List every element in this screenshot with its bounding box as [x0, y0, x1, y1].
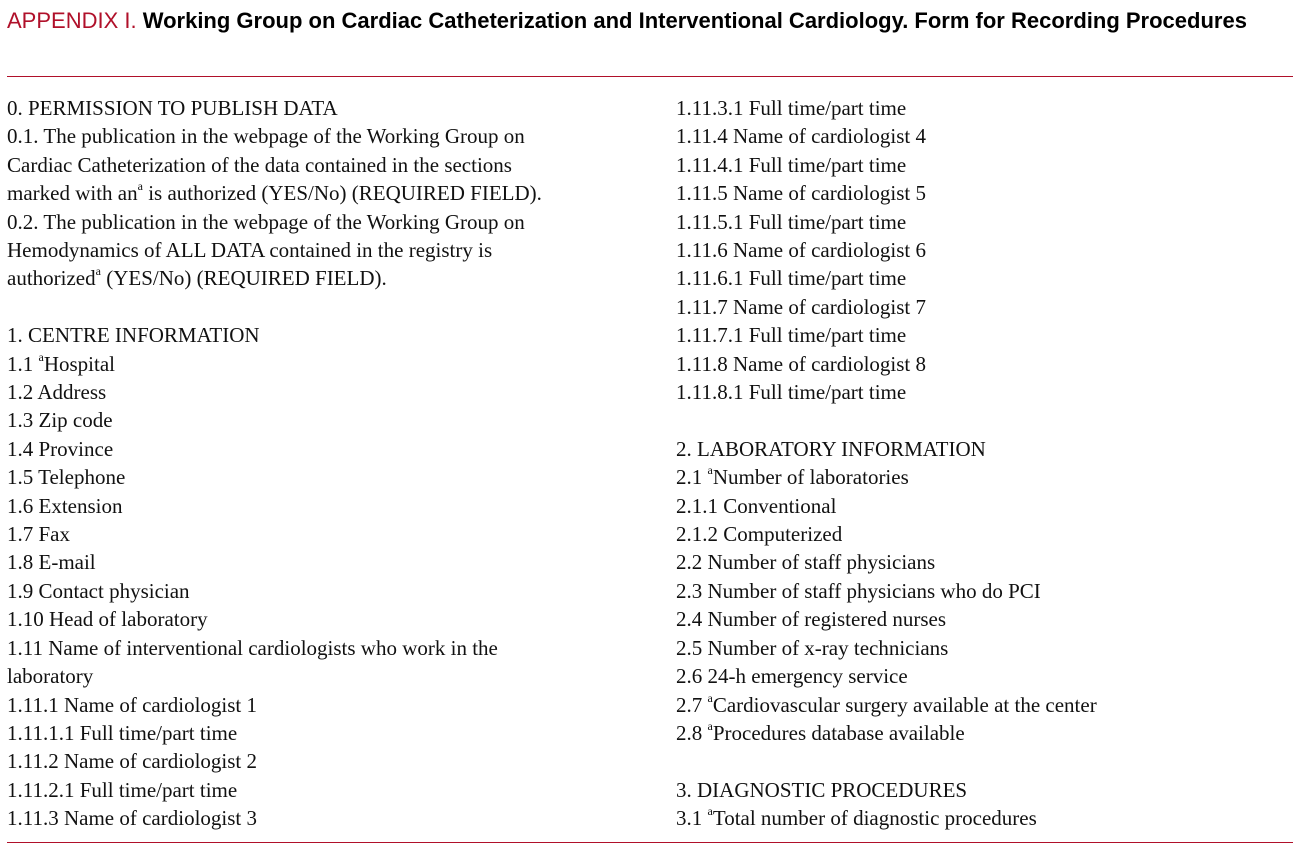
item-0-1-line-3a: marked with an — [7, 181, 138, 206]
item-0-2-line-2: Hemodynamics of ALL DATA contained in the registry is — [7, 238, 493, 263]
item-0-2-line-3 — [7, 264, 647, 292]
item-2-7-text: Cardiovascular surgery available at the center — [712, 692, 1097, 717]
item-1-3: 1.3 Zip code — [7, 408, 113, 433]
appendix-title — [7, 5, 1293, 36]
item-1-11-1: 1.11.1 Name of cardiologist 1 — [7, 692, 258, 717]
superscript-a: a — [707, 690, 713, 705]
item-2-1 — [676, 463, 1286, 491]
item-1-11-3-1: 1.11.3.1 Full time/part time — [676, 96, 907, 120]
item-0-1-line-1: 0.1. The publication in the webpage of the Working Group on — [7, 124, 525, 149]
item-1-7: 1.7 Fax — [7, 522, 70, 547]
appendix-label: APPENDIX I. — [7, 8, 137, 33]
superscript-a: a — [707, 718, 713, 733]
item-2-7 — [676, 691, 1286, 719]
item-1-5: 1.5 Telephone — [7, 465, 126, 490]
form-title: Working Group on Cardiac Catheterization and Interventional Cardiology. Form for Recording Procedures — [142, 8, 1247, 33]
item-1-11-3: 1.11.3 Name of cardiologist 3 — [7, 806, 258, 831]
item-1-11-5: 1.11.5 Name of cardiologist 5 — [676, 181, 927, 206]
item-1-11-line-1: 1.11 Name of interventional cardiologists who work in the — [7, 635, 498, 660]
superscript-a: a — [707, 463, 713, 478]
item-1-10: 1.10 Head of laboratory — [7, 607, 208, 632]
spacer — [7, 293, 647, 321]
item-1-11-7-1: 1.11.7.1 Full time/part time — [676, 323, 907, 348]
spacer — [676, 406, 1286, 434]
item-1-11-4-1: 1.11.4.1 Full time/part time — [676, 152, 907, 177]
item-0-1-line-2: Cardiac Catheterization of the data contained in the sections — [7, 152, 512, 177]
item-1-9: 1.9 Contact physician — [7, 578, 190, 603]
item-2-8-number: 2.8 — [676, 720, 708, 745]
item-3-1-number: 3.1 — [676, 806, 708, 831]
item-0-1-line-3b: is authorized (YES/No) (REQUIRED FIELD). — [142, 181, 542, 206]
superscript-a: a — [707, 804, 713, 819]
item-1-1-number: 1.1 — [7, 351, 39, 376]
item-1-8: 1.8 E-mail — [7, 550, 96, 575]
superscript-a: a — [38, 349, 44, 364]
item-2-1-number: 2.1 — [676, 465, 708, 490]
bottom-divider — [7, 842, 1293, 843]
item-1-11-6-1: 1.11.6.1 Full time/part time — [676, 266, 907, 291]
item-3-1-text: Total number of diagnostic procedures — [712, 806, 1037, 831]
item-1-2: 1.2 Address — [7, 380, 107, 405]
item-1-4: 1.4 Province — [7, 436, 114, 461]
item-0-1 — [7, 122, 647, 207]
item-2-1-text: Number of laboratories — [712, 465, 909, 490]
superscript-a: a — [95, 264, 101, 279]
item-2-1-2: 2.1.2 Computerized — [676, 522, 843, 547]
item-2-4: 2.4 Number of registered nurses — [676, 607, 947, 632]
item-1-11-7: 1.11.7 Name of cardiologist 7 — [676, 294, 927, 319]
item-1-11-6: 1.11.6 Name of cardiologist 6 — [676, 238, 927, 263]
item-2-8 — [676, 719, 1286, 747]
item-2-7-number: 2.7 — [676, 692, 708, 717]
item-1-6: 1.6 Extension — [7, 493, 123, 518]
item-0-2-line-1: 0.2. The publication in the webpage of the Working Group on — [7, 209, 525, 234]
item-1-11-line-2: laboratory — [7, 664, 94, 689]
item-0-2 — [7, 208, 647, 293]
item-2-2: 2.2 Number of staff physicians — [676, 550, 936, 575]
left-column — [7, 94, 647, 833]
item-1-11-5-1: 1.11.5.1 Full time/part time — [676, 209, 907, 234]
item-1-11-8: 1.11.8 Name of cardiologist 8 — [676, 351, 927, 376]
section-3-heading: 3. DIAGNOSTIC PROCEDURES — [676, 777, 968, 802]
item-1-11-2-1: 1.11.2.1 Full time/part time — [7, 777, 238, 802]
item-1-11-8-1: 1.11.8.1 Full time/part time — [676, 380, 907, 405]
item-0-1-line-3 — [7, 179, 647, 207]
section-1-heading: 1. CENTRE INFORMATION — [7, 323, 260, 348]
item-0-2-line-3a: authorized — [7, 266, 96, 291]
right-column — [676, 94, 1286, 833]
item-1-1-text: Hospital — [43, 351, 115, 376]
item-2-5: 2.5 Number of x-ray technicians — [676, 635, 949, 660]
item-0-2-line-3b: (YES/No) (REQUIRED FIELD). — [100, 266, 387, 291]
item-2-3: 2.3 Number of staff physicians who do PCI — [676, 578, 1041, 603]
item-2-1-1: 2.1.1 Conventional — [676, 493, 837, 518]
item-1-11-1-1: 1.11.1.1 Full time/part time — [7, 720, 238, 745]
top-divider — [7, 76, 1293, 77]
item-2-8-text: Procedures database available — [712, 720, 965, 745]
item-1-11 — [7, 634, 647, 691]
item-1-1 — [7, 350, 647, 378]
item-3-1 — [676, 804, 1286, 832]
section-2-heading: 2. LABORATORY INFORMATION — [676, 436, 986, 461]
item-1-11-4: 1.11.4 Name of cardiologist 4 — [676, 124, 927, 149]
item-1-11-2: 1.11.2 Name of cardiologist 2 — [7, 749, 258, 774]
section-0-heading: 0. PERMISSION TO PUBLISH DATA — [7, 96, 338, 120]
spacer — [676, 747, 1286, 775]
item-2-6: 2.6 24-h emergency service — [676, 664, 908, 689]
superscript-a: a — [137, 179, 143, 194]
